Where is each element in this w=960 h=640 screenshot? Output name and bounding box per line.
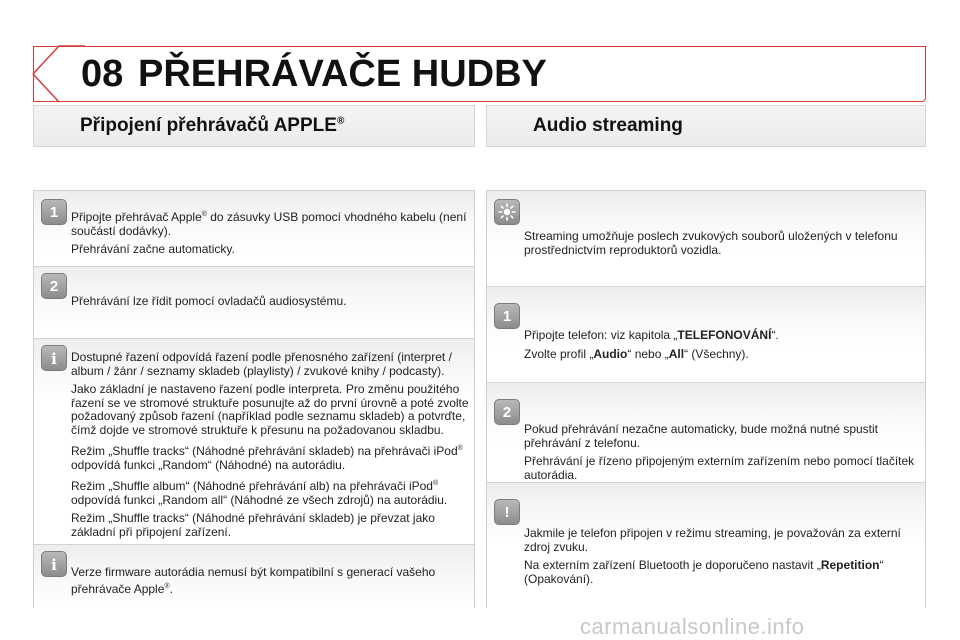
right-column — [486, 190, 926, 608]
paragraph: Přehrávání lze řídit pomocí ovladačů audiosystému. — [71, 294, 347, 308]
paragraph: Streaming umožňuje poslech zvukových souborů uložených v telefonu prostřednictvím reproduktorů vozidla. — [524, 229, 898, 257]
text: Připojte přehrávač Apple — [71, 210, 202, 224]
right-heading-text: Audio streaming — [533, 115, 683, 136]
paragraph: Pokud přehrávání nezačne automaticky, bude možná nutné spustit přehrávání z telefonu. — [524, 422, 878, 450]
sup: ® — [201, 211, 207, 218]
paragraph: Jakmile je telefon připojen v režimu streaming, je považován za externí zdroj zvuku. — [524, 526, 901, 554]
tip-badge — [494, 199, 520, 225]
warning-badge: ! — [494, 499, 520, 525]
text: Připojte telefon: viz kapitola „ — [524, 328, 678, 342]
left-heading-sup: ® — [336, 115, 345, 127]
text: Režim „Shuffle album“ (Náhodné přehrávání alb) na přehrávači iPod — [71, 479, 433, 493]
left-block-4-text — [71, 566, 471, 601]
paragraph: Režim „Shuffle tracks“ (Náhodné přehrávání skladeb) je převzat jako základní při připojení zařízení. — [71, 511, 435, 539]
right-block-4-text — [524, 527, 924, 591]
left-heading-text: Připojení přehrávačů APPLE — [80, 115, 337, 136]
chapter-number: 08 — [81, 53, 124, 95]
right-section-heading — [486, 105, 926, 147]
bold-text: Audio — [593, 346, 628, 361]
paragraph: Přehrávání je řízeno připojeným externím zařízením nebo pomocí tlačítek autorádia. — [524, 454, 915, 482]
right-block-3 — [487, 383, 925, 483]
left-block-3-text — [71, 351, 475, 544]
text: odpovídá funkci „Random all“ (Náhodné ze všech zdrojů) na autorádiu. — [71, 492, 448, 507]
sup: ® — [164, 582, 170, 590]
right-block-2 — [487, 287, 925, 383]
left-block-1 — [34, 191, 474, 267]
paragraph: Přehrávání začne automaticky. — [71, 242, 235, 256]
text: “ (Opakování). — [524, 558, 884, 586]
text: “ nebo „ — [627, 346, 669, 361]
left-section-heading — [33, 105, 475, 147]
right-block-1 — [487, 191, 925, 287]
step-badge-1: 1 — [41, 199, 67, 225]
text: “ (Všechny). — [684, 346, 749, 361]
right-block-1-text — [524, 230, 924, 262]
text: “. — [771, 328, 779, 342]
bold-text: TELEFONOVÁNÍ — [677, 328, 772, 342]
left-column — [33, 190, 475, 608]
footer-watermark: carmanualsonline.info — [580, 614, 805, 639]
left-block-1-text — [71, 208, 471, 262]
right-block-3-text — [524, 423, 924, 487]
text: . — [169, 581, 173, 596]
text: do zásuvky USB pomocí vhodného kabelu (není součástí dodávky). — [71, 210, 467, 238]
sun-icon — [498, 203, 516, 221]
text: Zvolte profil „ — [524, 346, 594, 361]
sup: ® — [432, 480, 439, 487]
text: odpovídá funkci „Random“ (Náhodné) na autorádiu. — [71, 457, 346, 472]
info-badge: i — [41, 551, 67, 577]
left-block-2-text — [71, 295, 471, 314]
bold-text: All — [668, 346, 685, 361]
text: Verze firmware autorádia nemusí být kompatibilní s generací vašeho přehrávače Apple — [71, 565, 436, 596]
left-block-4 — [34, 545, 474, 609]
chapter-title: PŘEHRÁVAČE HUDBY — [138, 53, 547, 95]
paragraph: Jako základní je nastaveno řazení podle interpreta. Pro změnu použitého řazení se ve stromové struktuře posunujte až do první úrovně a poté zvolte požadovaný způsob řazení (například podle seznamu skladeb) a potvrďte, čímž dojde ve stromové struktuře k přesunu na požadovanou skladbu. — [71, 382, 469, 437]
bold-text: Repetition — [820, 558, 880, 572]
right-block-4 — [487, 483, 925, 609]
left-block-2 — [34, 267, 474, 339]
paragraph: Dostupné řazení odpovídá řazení podle přenosného zařízení (interpret / album / žánr / seznamy skladeb (playlisty) / zvukové knihy / podcasty). — [71, 350, 452, 378]
left-block-3 — [34, 339, 474, 545]
info-badge: i — [41, 345, 67, 371]
step-badge-1: 1 — [494, 303, 520, 329]
text: Na externím zařízení Bluetooth je doporučeno nastavit „ — [524, 558, 821, 572]
right-block-2-text — [524, 329, 924, 366]
header-red-corner — [29, 44, 89, 104]
step-badge-2: 2 — [41, 273, 67, 299]
text: Režim „Shuffle tracks“ (Náhodné přehrávání skladeb) na přehrávači iPod — [71, 444, 458, 458]
sup: ® — [457, 445, 463, 452]
step-badge-2: 2 — [494, 399, 520, 425]
chapter-header — [33, 46, 926, 102]
